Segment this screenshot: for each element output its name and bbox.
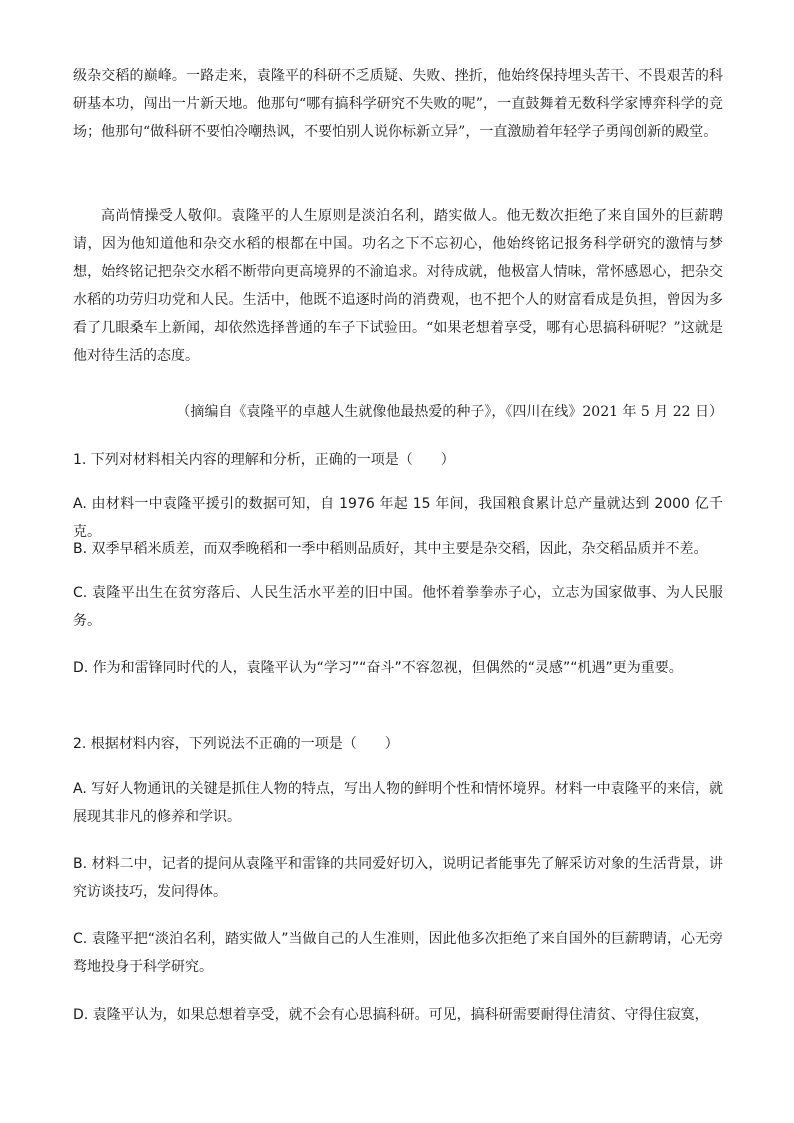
passage-paragraph-2: 高尚情操受人敬仰。袁隆平的人生原则是淡泊名利，踏实做人。他无数次拒绝了来自国外的巨薪聘请，因为他知道他和杂交水稻的根都在中国。功名之下不忘初心，他始终铭记报务科学研究的激情与梦想，始终铭记把杂交水稻不断带向更高境界的不渝追求。对待成就，他极富人情味，常怀感恩心，把杂交水稻的功劳归功党和人民。生活中，他既不追逐时尚的消费观，也不把个人的财富看成是负担，曾因为多看了几眼桑车上新闻，却依然选择普通的车子下试验田。“如果老想着享受，哪有心思搞科研呢？”这就是他对待生活的态度。 [73, 208, 723, 364]
question-2-option-d: D. 袁隆平认为，如果总想着享受，就不会有心思搞科研。可见，搞科研需要耐得住清贫、守得住寂寞， [73, 1007, 709, 1023]
passage-source-citation: （摘编自《袁隆平的卓越人生就像他最热爱的种子》，《四川在线》2021 年 5 月 22 日） [176, 404, 723, 420]
question-2-option-b: B. 材料二中，记者的提问从袁隆平和雷锋的共同爱好切入，说明记者能事先了解采访对象的生活背景，讲究访谈技巧，发问得体。 [73, 856, 723, 900]
question-1-option-b: B. 双季早稻米质差，而双季晚稻和一季中稻则品质好，其中主要是杂交稻，因此，杂交稻品质并不差。 [73, 541, 708, 557]
question-1-option-c: C. 袁隆平出生在贫穷落后、人民生活水平差的旧中国。他怀着拳拳赤子心，立志为国家做事、为人民服务。 [73, 585, 723, 629]
question-2-option-a: A. 写好人物通讯的关键是抓住人物的特点，写出人物的鲜明个性和情怀境界。材料一中袁隆平的来信，就展现其非凡的修养和学识。 [73, 781, 723, 825]
question-1-option-a: A. 由材料一中袁隆平援引的数据可知，自 1976 年起 15 年间，我国粮食累计总产量就达到 2000 亿千克。 [73, 496, 723, 540]
question-2-option-c: C. 袁隆平把“淡泊名利，踏实做人”当做自己的人生准则，因此他多次拒绝了来自国外的巨薪聘请，心无旁骛地投身于科学研究。 [73, 931, 723, 975]
passage-paragraph-1: 级杂交稻的巅峰。一路走来，袁隆平的科研不乏质疑、失败、挫折，他始终保持埋头苦干、不畏艰苦的科研基本功，闯出一片新天地。他那句“哪有搞科学研究不失败的呢”，一直鼓舞着无数科学家博弈科学的竞场；他那句“做科研不要怕冷嘲热讽，不要怕别人说你标新立异”，一直激励着年轻学子勇闯创新的殿堂。 [73, 68, 723, 140]
question-1-option-d: D. 作为和雷锋同时代的人，袁隆平认为“学习”“奋斗”不容忽视，但偶然的“灵感”“机遇”更为重要。 [73, 660, 683, 676]
question-2-stem: 2. 根据材料内容，下列说法不正确的一项是（ ） [73, 736, 399, 752]
question-1-stem: 1. 下列对材料相关内容的理解和分析，正确的一项是（ ） [73, 452, 455, 468]
